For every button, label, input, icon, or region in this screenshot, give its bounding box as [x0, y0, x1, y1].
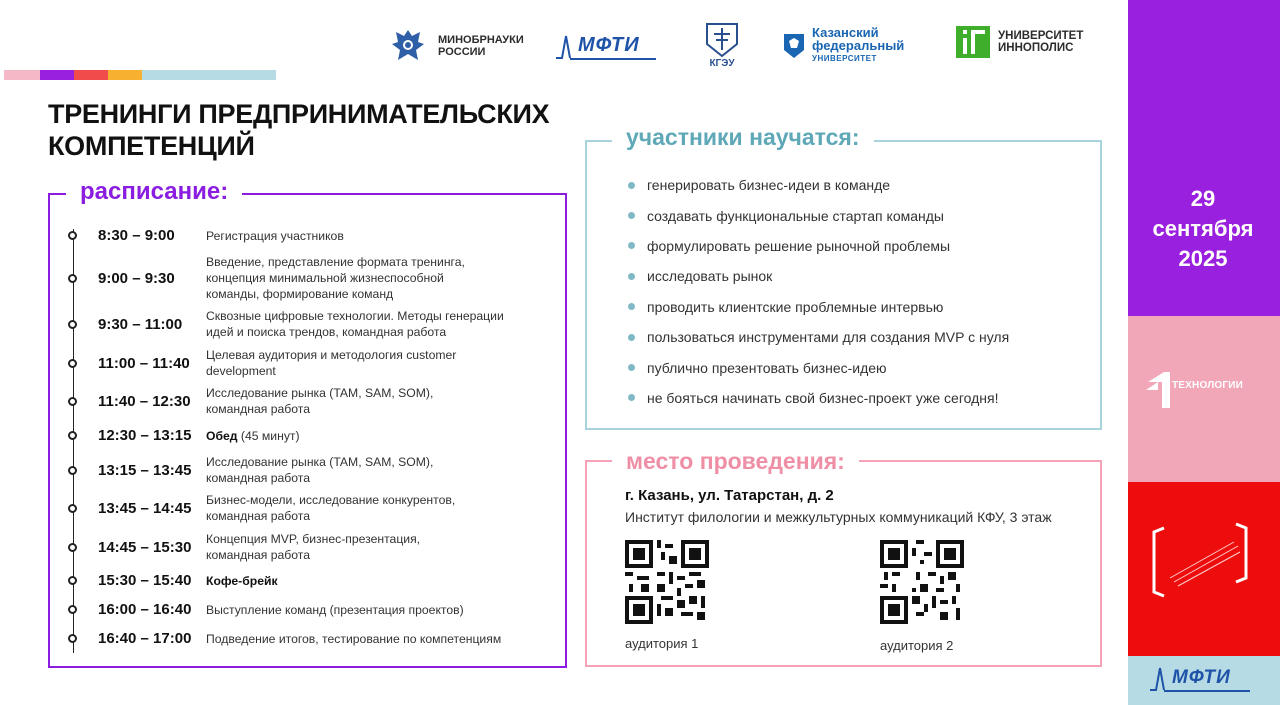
list-item [628, 322, 1009, 352]
schedule-desc: Регистрация участников [206, 228, 344, 243]
kgeu-shield-icon [702, 22, 742, 58]
timeline-dot [68, 576, 77, 585]
timeline-dot [68, 397, 77, 406]
schedule-desc [206, 428, 300, 444]
list-item-text: не бояться начинать свой бизнес-проект уже сегодня! [647, 389, 999, 406]
bullet-icon [628, 394, 635, 401]
stripe-purple [40, 70, 74, 80]
event-date [1128, 184, 1278, 274]
schedule-desc: Исследование рынка (TAM, SAM, SOM), командная работа [206, 386, 434, 416]
timeline-dot [68, 504, 77, 513]
schedule-time: 15:30 – 15:40 [98, 572, 192, 589]
bullet-icon [628, 273, 635, 280]
stripe-pink [4, 70, 40, 80]
schedule-time: 8:30 – 9:00 [98, 227, 175, 244]
stripe-blue [142, 70, 276, 80]
innopolis-line1: УНИВЕРСИТЕТ [998, 30, 1084, 42]
schedule-desc: Бизнес-модели, исследование конкурентов, командная работа [206, 493, 456, 523]
list-item-text: создавать функциональные стартап команды [647, 207, 944, 224]
list-item [628, 383, 1009, 413]
stripe-red [74, 70, 108, 80]
partner-logos [388, 22, 1108, 74]
kfu-line3: УНИВЕРСИТЕТ [812, 54, 877, 63]
venue-institute: Институт филологии и межкультурных коммуникаций КФУ, 3 этаж [625, 509, 1052, 525]
coffee-break-label: Кофе-брейк [206, 573, 278, 588]
schedule-desc: Сквозные цифровые технологии. Методы генерации идей и поиска трендов, командная работа [206, 309, 504, 339]
mipt-text: МФТИ [578, 34, 640, 56]
date-day: 29 [1190, 186, 1216, 211]
kgeu-logo [702, 22, 742, 69]
kgeu-text: КГЭУ [709, 58, 735, 69]
schedule-row [68, 531, 558, 563]
mipt-logo [556, 32, 660, 62]
stripe-orange [108, 70, 142, 80]
list-item-text: исследовать рынок [647, 268, 773, 285]
qr-code-auditorium-1-icon[interactable] [625, 540, 709, 624]
schedule-time: 9:00 – 9:30 [98, 269, 175, 287]
qr-label-2: аудитория 2 [880, 638, 954, 653]
timeline-dot [68, 431, 77, 440]
schedule-heading: расписание: [66, 178, 242, 206]
schedule-desc: Выступление команд (презентация проектов) [206, 602, 464, 617]
list-item-text: формулировать решение рыночной проблемы [647, 237, 951, 254]
schedule-desc: Исследование рынка (TAM, SAM, SOM), командная работа [206, 455, 434, 485]
schedule-desc: Концепция MVP, бизнес-презентация, командная работа [206, 532, 421, 562]
kfu-line1: Казанский [812, 25, 879, 40]
schedule-time: 9:30 – 11:00 [98, 315, 183, 333]
eagle-emblem-icon [388, 26, 428, 66]
bullet-icon [628, 182, 635, 189]
schedule-desc: Подведение итогов, тестирование по компетенциям [206, 631, 502, 646]
list-item [628, 292, 1009, 322]
kfu-logo [782, 26, 904, 65]
schedule-time: 16:40 – 17:00 [98, 630, 192, 647]
tech-label: ТЕХНОЛОГИИ [1172, 380, 1244, 391]
schedule-row [68, 385, 558, 417]
schedule-row [68, 308, 558, 340]
color-stripe [4, 70, 276, 80]
schedule-row [68, 227, 558, 244]
schedule-time: 16:00 – 16:40 [98, 601, 192, 618]
title-line1: ТРЕНИНГИ ПРЕДПРИНИМАТЕЛЬСКИХ [48, 99, 550, 129]
schedule-row [68, 601, 558, 618]
list-item [628, 352, 1009, 382]
timeline-dot [68, 274, 77, 283]
venue-address: г. Казань, ул. Татарстан, д. 2 [625, 487, 834, 504]
bullet-icon [628, 334, 635, 341]
bullet-icon [628, 242, 635, 249]
schedule-row [68, 427, 558, 444]
minobrnauki-logo [388, 26, 524, 66]
bullet-icon [628, 212, 635, 219]
list-item [628, 200, 1009, 230]
side-mipt-text: МФТИ [1172, 667, 1231, 688]
kfu-shield-icon [782, 32, 806, 60]
timeline-dot [68, 466, 77, 475]
schedule-time: 11:40 – 12:30 [98, 392, 191, 410]
lunch-duration: (45 минут) [237, 428, 300, 443]
timeline-dot [68, 359, 77, 368]
schedule-time: 13:15 – 13:45 [98, 461, 192, 479]
timeline-dot [68, 320, 77, 329]
list-item [628, 261, 1009, 291]
timeline-dot [68, 605, 77, 614]
schedule-row [68, 492, 558, 524]
date-month: сентября [1152, 216, 1254, 241]
date-year: 2025 [1178, 246, 1228, 271]
schedule-row [68, 347, 558, 379]
lunch-label: Обед [206, 428, 238, 443]
qr-code-auditorium-2-icon[interactable] [880, 540, 964, 624]
bullet-icon [628, 364, 635, 371]
list-item-text: генерировать бизнес-идеи в команде [647, 177, 891, 194]
schedule-time: 11:00 – 11:40 [98, 354, 190, 372]
minobr-line2: РОССИИ [438, 46, 486, 58]
schedule-desc [206, 573, 278, 589]
schedule-row [68, 572, 558, 589]
schedule-desc: Целевая аудитория и методология customer development [206, 348, 457, 378]
kfu-line2: федеральный [812, 38, 905, 53]
list-item [628, 170, 1009, 200]
list-item-text: проводить клиентские проблемные интервью [647, 298, 944, 315]
list-item-text: публично презентовать бизнес-идею [647, 359, 887, 376]
timeline-dot [68, 634, 77, 643]
bullet-icon [628, 303, 635, 310]
schedule-row [68, 630, 558, 647]
learn-heading: участники научатся: [612, 124, 874, 151]
minobr-line1: МИНОБРНАУКИ [438, 34, 524, 46]
learn-list [628, 170, 1009, 413]
innopolis-logo [956, 26, 1083, 58]
schedule-time: 14:45 – 15:30 [98, 538, 192, 556]
innopolis-mark-icon [956, 26, 990, 58]
schedule-row [68, 454, 558, 486]
venue-heading: место проведения: [612, 448, 859, 475]
bracket-logo-icon [1150, 522, 1250, 598]
schedule-time: 12:30 – 13:15 [98, 427, 192, 444]
list-item-text: пользоваться инструментами для создания MVP с нуля [647, 329, 1010, 346]
list-item [628, 231, 1009, 261]
schedule-row [68, 254, 558, 302]
timeline-dot [68, 231, 77, 240]
title-line2: КОМПЕТЕНЦИЙ [48, 131, 255, 161]
qr-label-1: аудитория 1 [625, 636, 699, 651]
innopolis-line2: ИННОПОЛИС [998, 42, 1074, 54]
schedule-time: 13:45 – 14:45 [98, 499, 192, 517]
page-title [48, 98, 549, 162]
timeline-dot [68, 543, 77, 552]
schedule-desc: Введение, представление формата тренинга, концепция минимальной жизнеспособной команды, формирование команд [206, 255, 465, 301]
